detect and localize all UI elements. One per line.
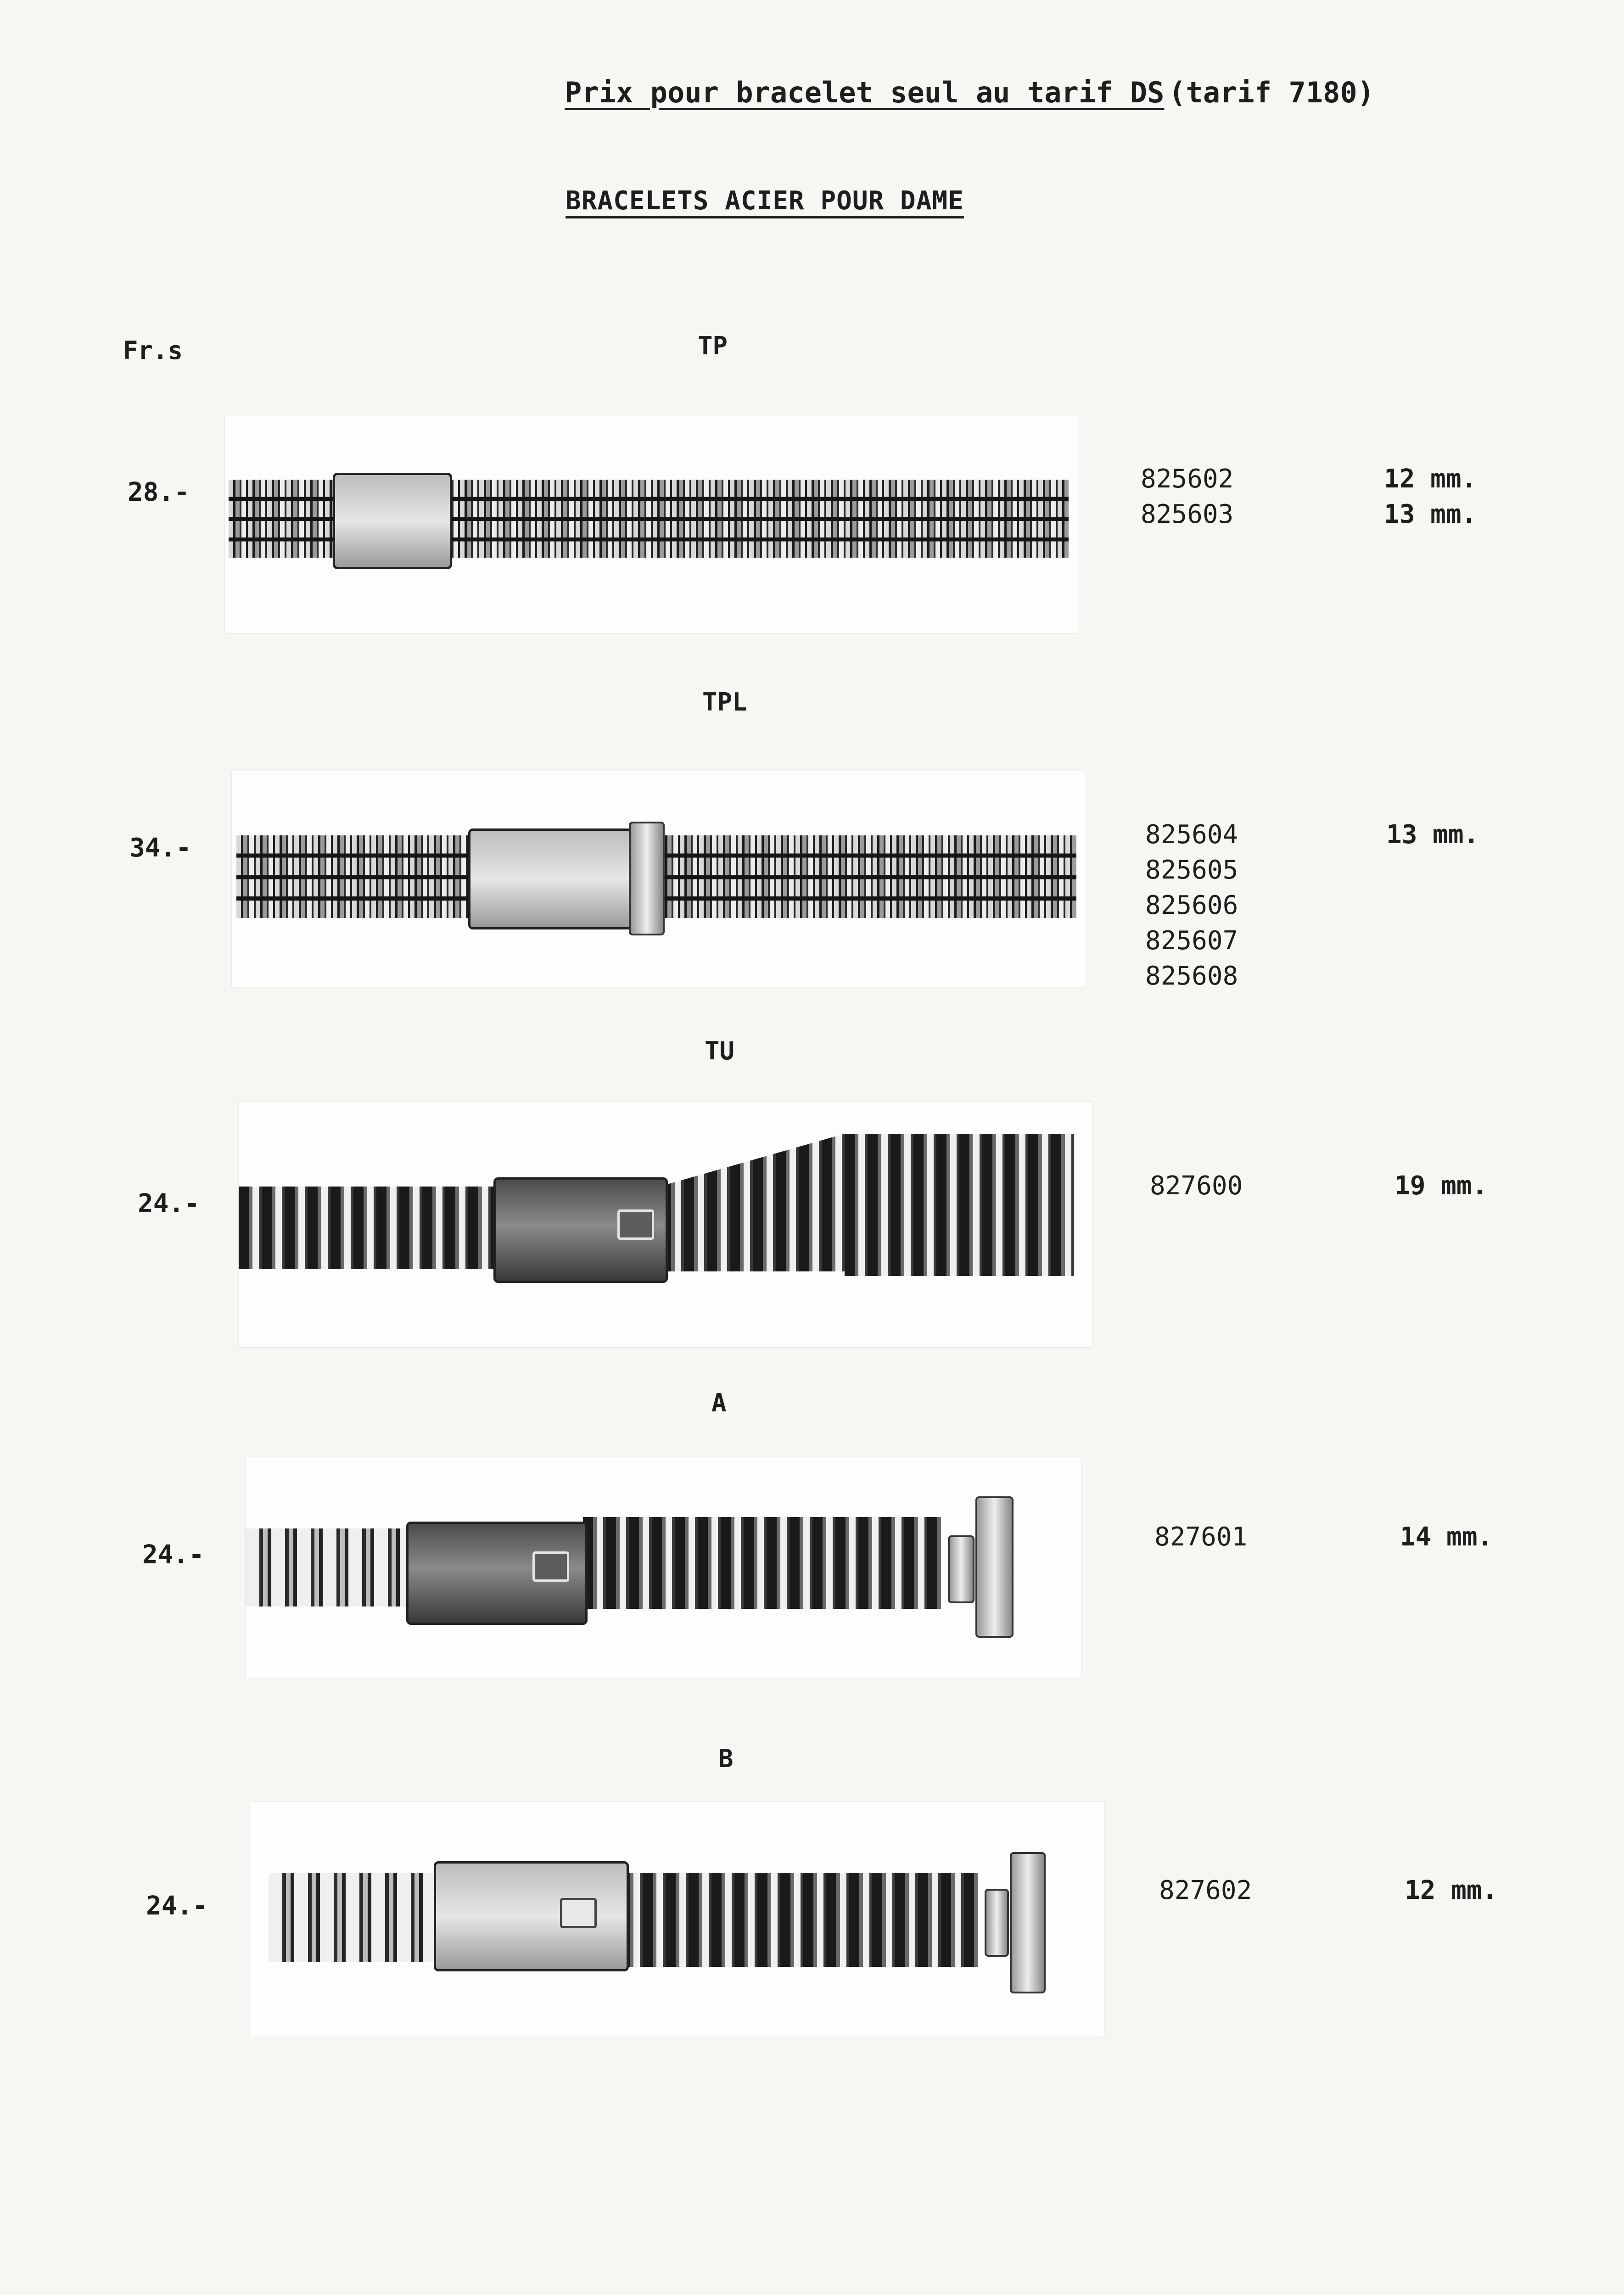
reference-list	[1150, 1168, 1243, 1203]
model-label: TU	[705, 1036, 735, 1065]
reference-number: 825606	[1145, 890, 1238, 920]
bracelet-links	[269, 1873, 452, 1962]
reference-list	[1141, 461, 1233, 532]
model-label: TP	[698, 331, 728, 360]
reference-list	[1154, 1519, 1247, 1555]
bracelet-links	[246, 1528, 411, 1606]
bracelet-links	[661, 1134, 845, 1271]
size-list	[1405, 1873, 1497, 1908]
reference-number: 827601	[1154, 1522, 1248, 1552]
end-piece	[1010, 1852, 1046, 1993]
price-label: 24.-	[138, 1189, 200, 1219]
size-list	[1386, 817, 1479, 852]
size-value: 12 mm.	[1405, 1875, 1498, 1905]
size-value: 19 mm.	[1394, 1171, 1488, 1201]
bracelet-photo	[250, 1802, 1104, 2036]
size-value: 13 mm.	[1386, 820, 1479, 850]
size-value: 12 mm.	[1384, 464, 1477, 494]
end-piece	[975, 1496, 1014, 1638]
reference-number: 825607	[1145, 926, 1238, 956]
price-label: 24.-	[142, 1540, 204, 1570]
end-link	[985, 1889, 1009, 1957]
reference-number: 827602	[1159, 1875, 1252, 1905]
bracelet-clasp	[468, 828, 633, 929]
size-value: 14 mm.	[1400, 1522, 1493, 1552]
size-list	[1394, 1168, 1487, 1203]
size-list	[1384, 461, 1477, 532]
model-label: A	[711, 1388, 727, 1417]
price-label: 34.-	[129, 833, 191, 863]
currency-label: Fr.s	[123, 336, 183, 365]
bracelet-links	[845, 1134, 1074, 1276]
reference-list	[1145, 817, 1238, 994]
size-list	[1400, 1519, 1493, 1555]
page-title-row	[565, 76, 1374, 109]
page-subtitle: BRACELETS ACIER POUR DAME	[566, 186, 964, 216]
model-label: B	[718, 1744, 734, 1773]
price-label: 28.-	[128, 477, 190, 507]
reference-number: 827600	[1150, 1171, 1243, 1201]
reference-number: 825603	[1141, 499, 1234, 529]
bracelet-links	[583, 1517, 941, 1609]
bracelet-links	[239, 1187, 496, 1269]
bracelet-photo	[246, 1457, 1081, 1678]
bracelet-photo	[232, 771, 1086, 987]
model-label: TPL	[702, 688, 747, 716]
price-label: 24.-	[146, 1891, 208, 1921]
bracelet-clasp	[434, 1861, 629, 1971]
bracelet-photo	[239, 1102, 1092, 1347]
bracelet-links	[620, 1873, 978, 1967]
reference-number: 825605	[1145, 855, 1238, 885]
page-title: Prix pour bracelet seul au tarif DS	[565, 76, 1165, 109]
reference-number: 825602	[1141, 464, 1234, 494]
reference-list	[1159, 1873, 1252, 1908]
reference-number: 825604	[1145, 820, 1238, 850]
brand-logo-icon	[560, 1898, 597, 1928]
reference-number: 825608	[1145, 961, 1238, 991]
brand-logo-icon	[617, 1209, 654, 1240]
bracelet-photo	[225, 415, 1079, 633]
end-link	[948, 1535, 974, 1603]
size-value: 13 mm.	[1384, 499, 1477, 529]
tariff-note: (tarif 7180)	[1169, 76, 1375, 109]
bracelet-clasp	[333, 473, 452, 569]
clasp-hinge	[629, 822, 665, 935]
brand-logo-icon	[532, 1551, 569, 1582]
